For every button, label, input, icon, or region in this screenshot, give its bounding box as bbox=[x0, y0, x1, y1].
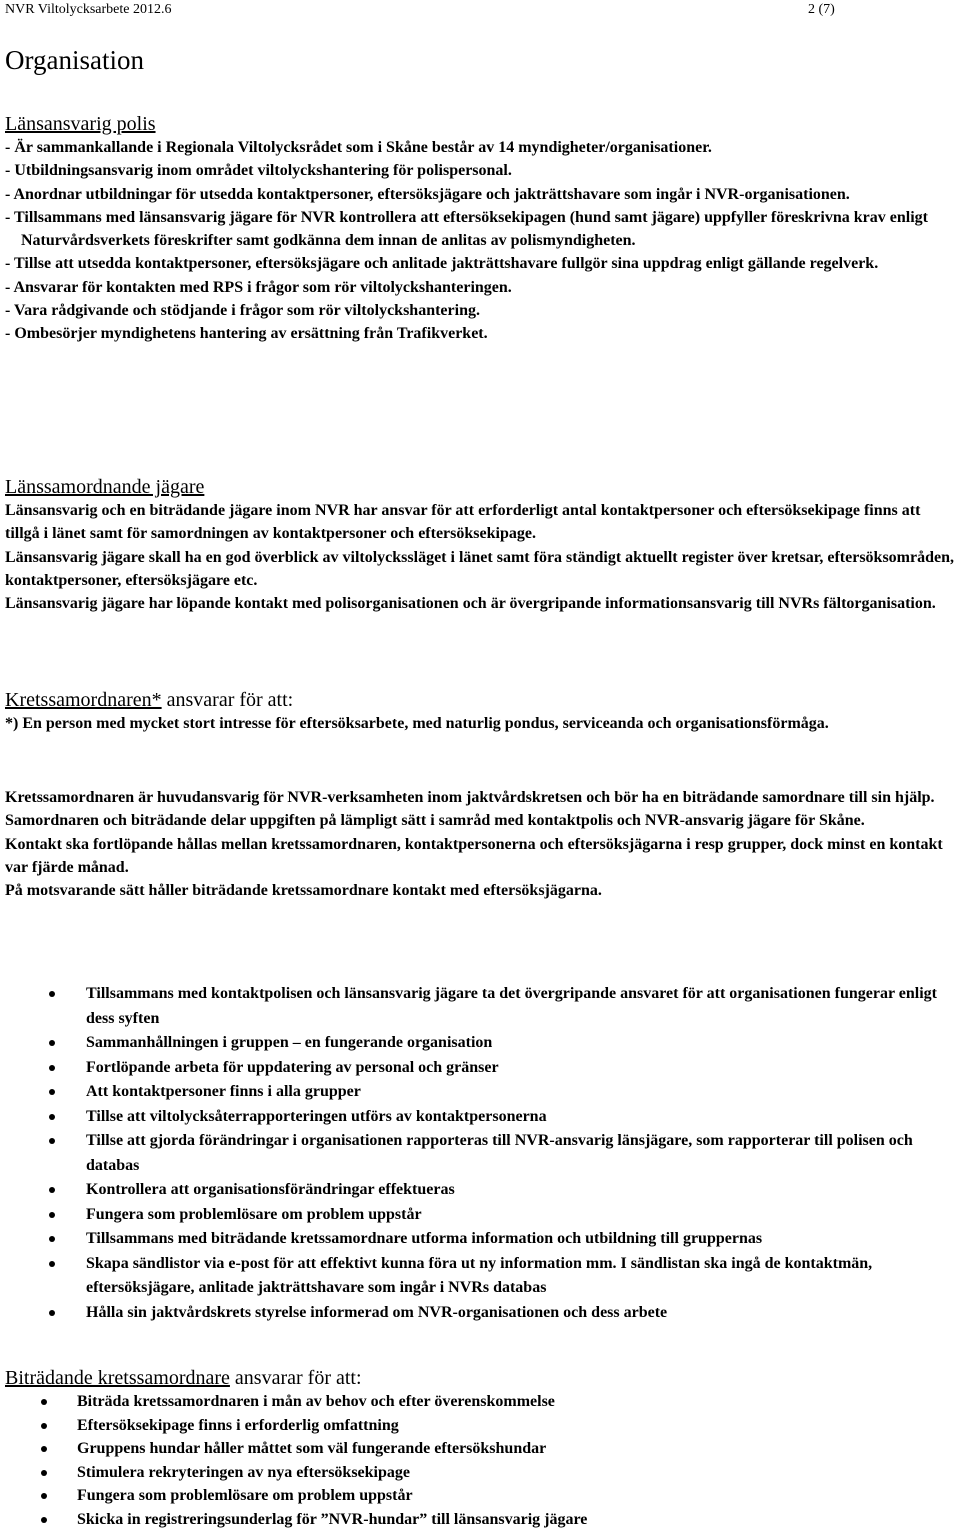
section-bitradande-kretssamordnare bbox=[5, 1366, 957, 1532]
bullet-icon bbox=[49, 1089, 55, 1095]
section-heading: Länsansvarig polis bbox=[5, 113, 156, 135]
list-item: Fortlöpande arbeta för uppdatering av personal och gränser bbox=[86, 1056, 957, 1081]
footnote: *) En person med mycket stort intresse för eftersöksarbete, med naturlig pondus, serviceanda och organisationsförmåga. bbox=[5, 715, 829, 732]
bullet-icon bbox=[49, 1310, 55, 1316]
bullet-icon bbox=[49, 1065, 55, 1071]
list-item: Tillsammans med biträdande kretssamordnare utforma information och utbildning till gruppernas bbox=[86, 1227, 957, 1252]
list-item: - Tillsammans med länsansvarig jägare för NVR kontrollera att eftersöksekipagen (hund samt jägare) uppfyller föreskrivna krav enligt Naturvårdsverkets föreskrifter samt godkänna dem innan de anlitas av polismyndigheten. bbox=[5, 208, 928, 250]
paragraph: Kretssamordnaren är huvudansvarig för NVR-verksamheten inom jaktvårdskretsen och bör ha en biträdande samordnare till sin hjälp. bbox=[5, 789, 935, 806]
section-heading: Kretssamordnaren* ansvarar för att: bbox=[5, 689, 294, 711]
section-heading: Biträdande kretssamordnare ansvarar för att: bbox=[5, 1367, 362, 1389]
kretssamordnaren-paragraphs bbox=[5, 786, 957, 902]
list-item: Sammanhållningen i gruppen – en fungerande organisation bbox=[86, 1031, 957, 1056]
list-item: Kontrollera att organisationsförändringar effektueras bbox=[86, 1178, 957, 1203]
bullet-icon bbox=[49, 1212, 55, 1218]
page-title: Organisation bbox=[5, 45, 144, 75]
bullet-icon bbox=[41, 1470, 47, 1476]
list-item: - Utbildningsansvarig inom området viltolyckshantering för polispersonal. bbox=[5, 162, 512, 180]
paragraph: På motsvarande sätt håller biträdande kretssamordnare kontakt med eftersöksjägarna. bbox=[5, 882, 602, 900]
section-heading: Länssamordnande jägare bbox=[5, 476, 205, 498]
list-item: Fungera som problemlösare om problem uppstår bbox=[86, 1203, 957, 1228]
header-page-number: 2 (7) bbox=[808, 2, 835, 17]
bullet-icon bbox=[41, 1517, 47, 1523]
list-item: Eftersöksekipage finns i erforderlig omfattning bbox=[77, 1414, 957, 1438]
section-lanssamordnande-jagare bbox=[5, 475, 957, 615]
bullet-icon bbox=[49, 1138, 55, 1144]
list-item: Gruppens hundar håller måttet som väl fungerande eftersökshundar bbox=[77, 1437, 957, 1461]
list-item: - Ombesörjer myndighetens hantering av ersättning från Trafikverket. bbox=[5, 325, 488, 343]
list-item: - Vara rådgivande och stödjande i frågor som rör viltolyckshantering. bbox=[5, 302, 480, 320]
paragraph: Länsansvarig jägare har löpande kontakt med polisorganisationen och är övergripande informationsansvarig till NVRs fältorganisation. bbox=[5, 595, 936, 613]
list-item: Fungera som problemlösare om problem uppstår bbox=[77, 1484, 957, 1508]
paragraph: Länsansvarig och en biträdande jägare inom NVR har ansvar för att erforderligt antal kontaktpersoner och eftersöksekipage finns att tillgå i länet samt för samordningen av kontaktpersoner och eftersöksekipage. bbox=[5, 502, 921, 543]
bullet-icon bbox=[49, 1236, 55, 1242]
paragraph: Kontakt ska fortlöpande hållas mellan kretssamordnaren, kontaktpersonerna och eftersöksjägarna i resp grupper, dock minst en kontakt var fjärde månad. bbox=[5, 835, 943, 876]
bullet-icon bbox=[49, 1114, 55, 1120]
list-item: Hålla sin jaktvårdskrets styrelse informerad om NVR-organisationen och dess arbete bbox=[86, 1301, 957, 1326]
bullet-icon bbox=[49, 1040, 55, 1046]
bullet-list bbox=[5, 1390, 957, 1532]
list-item: - Är sammankallande i Regionala Viltolycksrådet som i Skåne består av 14 myndigheter/organisationer. bbox=[5, 139, 712, 156]
bullet-icon bbox=[41, 1493, 47, 1499]
section-kretssamordnaren bbox=[5, 688, 957, 735]
list-item: Skicka in registreringsunderlag för ”NVR-hundar” till länsansvarig jägare bbox=[77, 1508, 957, 1532]
list-item: Tillse att viltolycksåterrapporteringen utförs av kontaktpersonerna bbox=[86, 1105, 957, 1130]
list-item: Tillse att gjorda förändringar i organisationen rapporteras till NVR-ansvarig länsjägare, som rapporterar till polisen och databas bbox=[86, 1129, 957, 1178]
list-item: Stimulera rekryteringen av nya eftersöksekipage bbox=[77, 1461, 957, 1485]
list-item: - Anordnar utbildningar för utsedda kontaktpersoner, eftersöksjägare och jakträttshavare som ingår i NVR-organisationen. bbox=[5, 185, 850, 203]
bullet-icon bbox=[49, 991, 55, 997]
bullet-icon bbox=[49, 1187, 55, 1193]
bullet-list bbox=[5, 982, 957, 1325]
page-header bbox=[5, 0, 957, 22]
bullet-icon bbox=[41, 1446, 47, 1452]
list-item: Tillsammans med kontaktpolisen och länsansvarig jägare ta det övergripande ansvaret för att organisationen fungerar enligt dess syften bbox=[86, 982, 957, 1031]
header-document-title: NVR Viltolycksarbete 2012.6 bbox=[5, 2, 172, 17]
section-lansansvarig-polis bbox=[5, 112, 957, 346]
bullet-icon bbox=[49, 1261, 55, 1267]
paragraph: Samordnaren och biträdande delar uppgiften på lämpligt sätt i samråd med kontaktpolis och NVR-ansvarig jägare för Skåne. bbox=[5, 812, 865, 830]
list-item: Skapa sändlistor via e-post för att effektivt kunna föra ut ny information mm. I sändlistan ska ingå de kontaktmän, eftersöksjägare, anlitade jakträttshavare som ingår i NVRs databas bbox=[86, 1252, 957, 1301]
list-item: Att kontaktpersoner finns i alla grupper bbox=[86, 1080, 957, 1105]
list-item: Biträda kretssamordnaren i mån av behov och efter överenskommelse bbox=[77, 1390, 957, 1414]
paragraph: Länsansvarig jägare skall ha en god överblick av viltolyckssläget i länet samt föra ständigt aktuellt register över kretsar, eftersöksområden, kontaktpersoner, eftersöksjägare etc. bbox=[5, 548, 954, 589]
list-item: - Ansvarar för kontakten med RPS i frågor som rör viltolyckshanteringen. bbox=[5, 278, 512, 296]
bullet-icon bbox=[41, 1399, 47, 1405]
kretssamordnaren-bullets bbox=[5, 982, 957, 1325]
bullet-icon bbox=[41, 1423, 47, 1429]
list-item: - Tillse att utsedda kontaktpersoner, eftersöksjägare och anlitade jakträttshavare fullgör sina uppdrag enligt gällande regelverk. bbox=[5, 255, 879, 273]
